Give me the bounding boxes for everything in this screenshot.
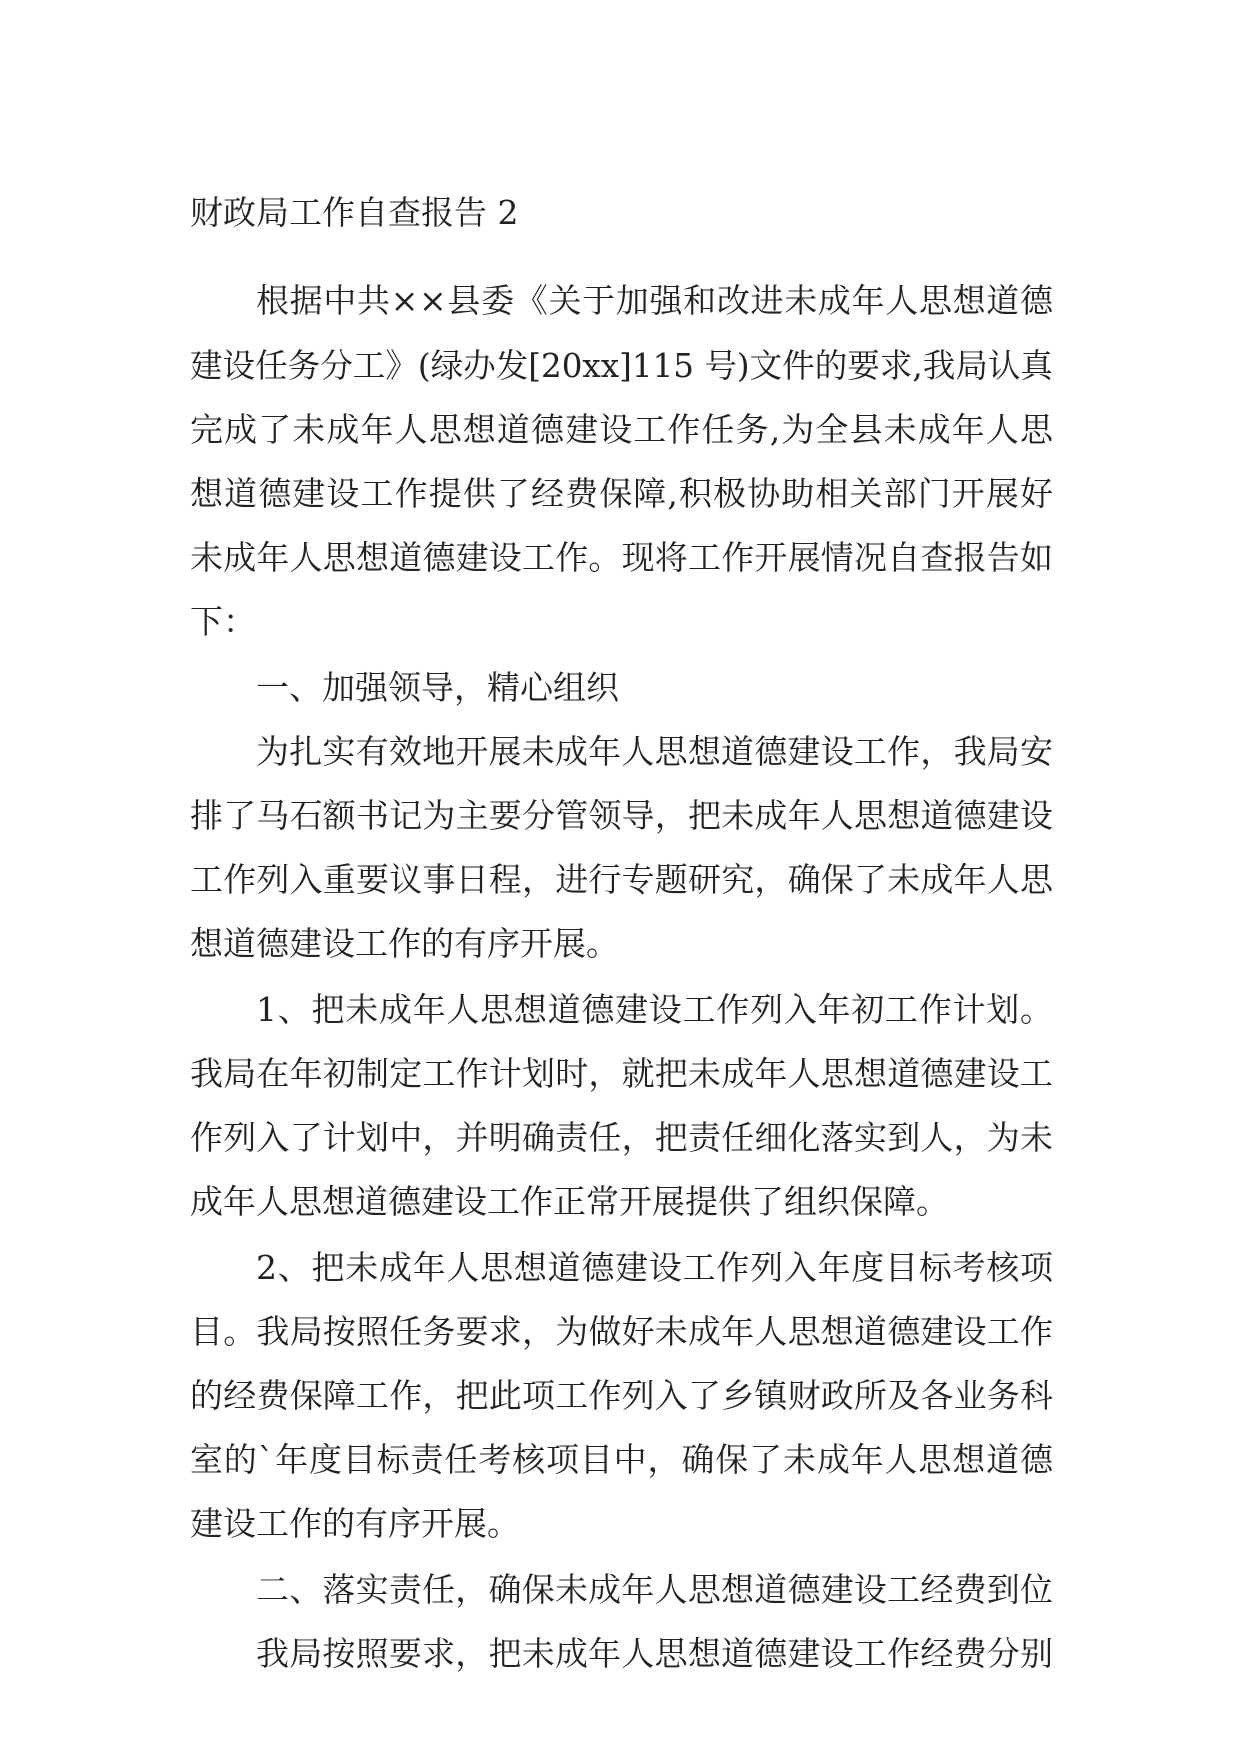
paragraph-line: 室的`年度目标责任考核项目中，确保了未成年人思想道德 bbox=[190, 1440, 1054, 1479]
paragraph-line: 1、把未成年人思想道德建设工作列入年初工作计划。 bbox=[256, 990, 1054, 1029]
section-heading: 一、加强领导，精心组织 bbox=[256, 668, 619, 707]
paragraph-line: 作列入了计划中，并明确责任，把责任细化落实到人，为未 bbox=[190, 1118, 1054, 1157]
paragraph-line: 我局在年初制定工作计划时，就把未成年人思想道德建设工 bbox=[190, 1054, 1054, 1093]
paragraph-line: 想道德建设工作提供了经费保障,积极协助相关部门开展好 bbox=[190, 474, 1055, 513]
paragraph-line: 2、把未成年人思想道德建设工作列入年度目标考核项 bbox=[256, 1248, 1054, 1287]
paragraph-line: 为扎实有效地开展未成年人思想道德建设工作，我局安 bbox=[256, 732, 1054, 771]
paragraph-line: 下： bbox=[190, 602, 256, 641]
paragraph-line: 未成年人思想道德建设工作。现将工作开展情况自查报告如 bbox=[190, 538, 1054, 577]
paragraph-line: 建设工作的有序开展。 bbox=[190, 1504, 520, 1543]
paragraph-line: 想道德建设工作的有序开展。 bbox=[190, 924, 619, 963]
paragraph-line: 建设任务分工》(绿办发[20xx]115 号)文件的要求,我局认真 bbox=[190, 346, 1053, 385]
paragraph-line: 完成了未成年人思想道德建设工作任务,为全县未成年人思 bbox=[190, 410, 1055, 449]
paragraph-line: 工作列入重要议事日程，进行专题研究，确保了未成年人思 bbox=[190, 860, 1054, 899]
paragraph-line: 目。我局按照任务要求，为做好未成年人思想道德建设工作 bbox=[190, 1312, 1054, 1351]
paragraph-line: 我局按照要求，把未成年人思想道德建设工作经费分别 bbox=[256, 1634, 1054, 1673]
paragraph-line: 排了马石额书记为主要分管领导，把未成年人思想道德建设 bbox=[190, 796, 1054, 835]
document-title: 财政局工作自查报告 2 bbox=[190, 193, 519, 232]
paragraph-line: 根据中共××县委《关于加强和改进未成年人思想道德 bbox=[256, 281, 1054, 320]
paragraph-line: 成年人思想道德建设工作正常开展提供了组织保障。 bbox=[190, 1182, 949, 1221]
section-heading: 二、落实责任，确保未成年人思想道德建设工经费到位 bbox=[256, 1570, 1054, 1609]
paragraph-line: 的经费保障工作，把此项工作列入了乡镇财政所及各业务科 bbox=[190, 1376, 1054, 1415]
